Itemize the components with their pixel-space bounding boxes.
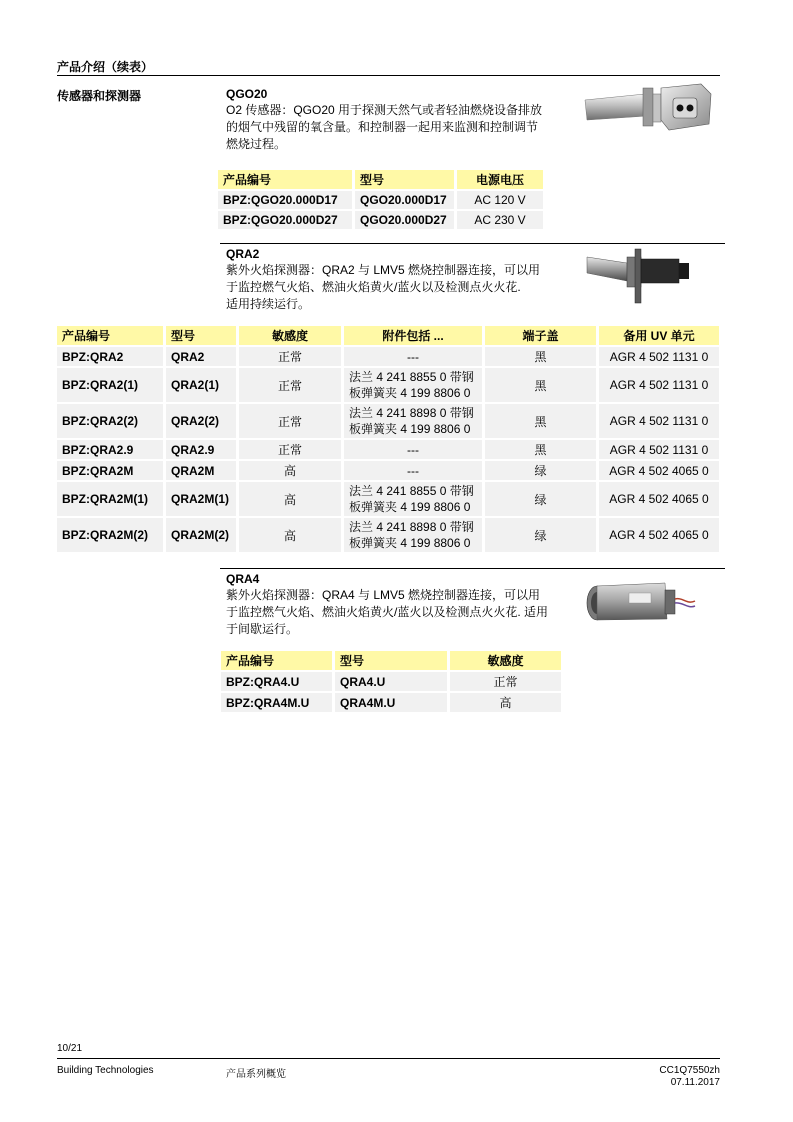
table-cell: QRA2(1) — [166, 368, 236, 402]
column-header: 产品编号 — [221, 651, 332, 670]
accessory-line: 法兰 4 241 8898 0 带钢 — [349, 520, 474, 534]
table-cell: QGO20.000D17 — [355, 191, 454, 209]
table-cell: QRA4.U — [335, 672, 447, 691]
accessory-line: 法兰 4 241 8855 0 带钢 — [349, 484, 474, 498]
table-row — [57, 368, 719, 402]
table-row — [221, 672, 561, 691]
table-cell: 黑 — [485, 404, 596, 438]
column-header: 电源电压 — [457, 170, 543, 189]
table-cell: QRA2(2) — [166, 404, 236, 438]
qra2-detector-image — [583, 247, 695, 309]
table-row — [57, 440, 719, 459]
accessory-line: 板弹簧夹 4 199 8806 0 — [349, 386, 471, 400]
qra4-desc-line: 于间歇运行。 — [226, 622, 299, 636]
qgo20-table — [215, 168, 546, 231]
table-cell: BPZ:QGO20.000D17 — [218, 191, 352, 209]
table-cell: QRA2M(1) — [166, 482, 236, 516]
accessory-line: 板弹簧夹 4 199 8806 0 — [349, 422, 471, 436]
table-cell: 绿 — [485, 518, 596, 552]
table-cell: BPZ:QRA2M — [57, 461, 163, 480]
table-cell: 绿 — [485, 461, 596, 480]
qgo20-title: QGO20 — [226, 87, 268, 101]
qra4-desc-line: 紫外火焰探测器：QRA4 与 LMV5 燃烧控制器连接，可以用 — [226, 588, 541, 602]
qgo20-sensor-image — [583, 80, 719, 142]
page-number: 10/21 — [57, 1043, 83, 1054]
table-cell — [344, 518, 482, 552]
qra4-table — [218, 649, 564, 714]
qgo20-desc-line: 的烟气中残留的氧含量。和控制器一起用来监测和控制调节 — [226, 120, 539, 134]
footer-doc-title: 产品系列概览 — [226, 1069, 286, 1080]
table-row — [218, 211, 543, 229]
column-header: 型号 — [166, 326, 236, 345]
table-cell — [344, 482, 482, 516]
table-cell: 黑 — [485, 368, 596, 402]
table-row — [57, 347, 719, 366]
table-cell: BPZ:QRA2 — [57, 347, 163, 366]
table-cell: 正常 — [239, 404, 341, 438]
table-cell: 绿 — [485, 482, 596, 516]
header-divider — [57, 75, 720, 76]
table-cell: 高 — [239, 482, 341, 516]
qra4-description — [226, 587, 576, 638]
qgo20-desc-line: 燃烧过程。 — [226, 137, 287, 151]
column-header: 敏感度 — [450, 651, 561, 670]
table-cell: AGR 4 502 1131 0 — [599, 368, 719, 402]
table-cell: BPZ:QRA2M(1) — [57, 482, 163, 516]
column-header: 产品编号 — [218, 170, 352, 189]
table-row — [218, 191, 543, 209]
footer-doc-id: CC1Q7550zh — [659, 1065, 720, 1076]
table-cell: BPZ:QRA2.9 — [57, 440, 163, 459]
qra2-table — [54, 324, 722, 554]
page-header-title: 产品介绍（续表） — [57, 60, 154, 74]
accessory-line: 法兰 4 241 8855 0 带钢 — [349, 370, 474, 384]
table-cell: 高 — [239, 518, 341, 552]
footer-date: 07.11.2017 — [670, 1077, 720, 1088]
table-cell: 黑 — [485, 440, 596, 459]
column-header: 产品编号 — [57, 326, 163, 345]
table-cell: QRA2M — [166, 461, 236, 480]
table-row — [57, 461, 719, 480]
qgo20-desc-line: O2 传感器：QGO20 用于探测天然气或者轻油燃烧设备排放 — [226, 103, 543, 117]
table-header-row — [221, 651, 561, 670]
table-cell: AGR 4 502 4065 0 — [599, 518, 719, 552]
qra4-title: QRA4 — [226, 572, 260, 586]
accessory-line: 法兰 4 241 8898 0 带钢 — [349, 406, 474, 420]
column-header: 端子盖 — [485, 326, 596, 345]
table-cell: BPZ:QRA4.U — [221, 672, 332, 691]
qra4-divider — [220, 568, 725, 569]
table-cell: BPZ:QRA4M.U — [221, 693, 332, 712]
qra2-title: QRA2 — [226, 247, 260, 261]
table-cell: QRA2 — [166, 347, 236, 366]
table-cell: QRA4M.U — [335, 693, 447, 712]
table-cell: --- — [344, 347, 482, 366]
table-cell: 正常 — [450, 672, 561, 691]
table-header-row — [57, 326, 719, 345]
table-cell: BPZ:QRA2(2) — [57, 404, 163, 438]
column-header: 敏感度 — [239, 326, 341, 345]
column-header: 附件包括 ... — [344, 326, 482, 345]
table-cell: AGR 4 502 1131 0 — [599, 347, 719, 366]
table-row — [57, 404, 719, 438]
table-cell: AC 230 V — [457, 211, 543, 229]
qra2-desc-line: 适用持续运行。 — [226, 297, 311, 311]
qra4-detector-image — [583, 575, 699, 637]
footer-company: Building Technologies — [57, 1065, 154, 1076]
footer-divider — [57, 1058, 720, 1059]
table-cell: BPZ:QGO20.000D27 — [218, 211, 352, 229]
table-row — [221, 693, 561, 712]
table-cell — [344, 404, 482, 438]
table-cell: 黑 — [485, 347, 596, 366]
qgo20-description — [226, 102, 571, 153]
table-cell: AGR 4 502 4065 0 — [599, 482, 719, 516]
table-cell: 高 — [450, 693, 561, 712]
qra4-desc-line: 于监控燃气火焰、燃油火焰黄火/蓝火以及检测点火火花. 适用 — [226, 605, 549, 619]
table-cell: 高 — [239, 461, 341, 480]
footer-doc-info — [659, 1065, 720, 1089]
accessory-line: 板弹簧夹 4 199 8806 0 — [349, 500, 471, 514]
table-cell: AGR 4 502 1131 0 — [599, 404, 719, 438]
table-cell: 正常 — [239, 347, 341, 366]
column-header: 型号 — [355, 170, 454, 189]
qra2-desc-line: 于监控燃气火焰、燃油火焰黄火/蓝火以及检测点火火花. — [226, 280, 521, 294]
table-cell: 正常 — [239, 368, 341, 402]
table-row — [57, 482, 719, 516]
table-cell: AC 120 V — [457, 191, 543, 209]
table-cell — [344, 368, 482, 402]
table-cell: --- — [344, 440, 482, 459]
qra2-description — [226, 262, 571, 313]
table-cell: BPZ:QRA2(1) — [57, 368, 163, 402]
table-row — [57, 518, 719, 552]
qra2-divider — [220, 243, 725, 244]
table-cell: QRA2.9 — [166, 440, 236, 459]
section-label: 传感器和探测器 — [57, 89, 142, 103]
table-header-row — [218, 170, 543, 189]
column-header: 备用 UV 单元 — [599, 326, 719, 345]
table-cell: AGR 4 502 1131 0 — [599, 440, 719, 459]
table-cell: QGO20.000D27 — [355, 211, 454, 229]
qra2-desc-line: 紫外火焰探测器：QRA2 与 LMV5 燃烧控制器连接，可以用 — [226, 263, 541, 277]
table-cell: 正常 — [239, 440, 341, 459]
table-cell: QRA2M(2) — [166, 518, 236, 552]
accessory-line: 板弹簧夹 4 199 8806 0 — [349, 536, 471, 550]
table-cell: AGR 4 502 4065 0 — [599, 461, 719, 480]
table-cell: BPZ:QRA2M(2) — [57, 518, 163, 552]
column-header: 型号 — [335, 651, 447, 670]
table-cell: --- — [344, 461, 482, 480]
